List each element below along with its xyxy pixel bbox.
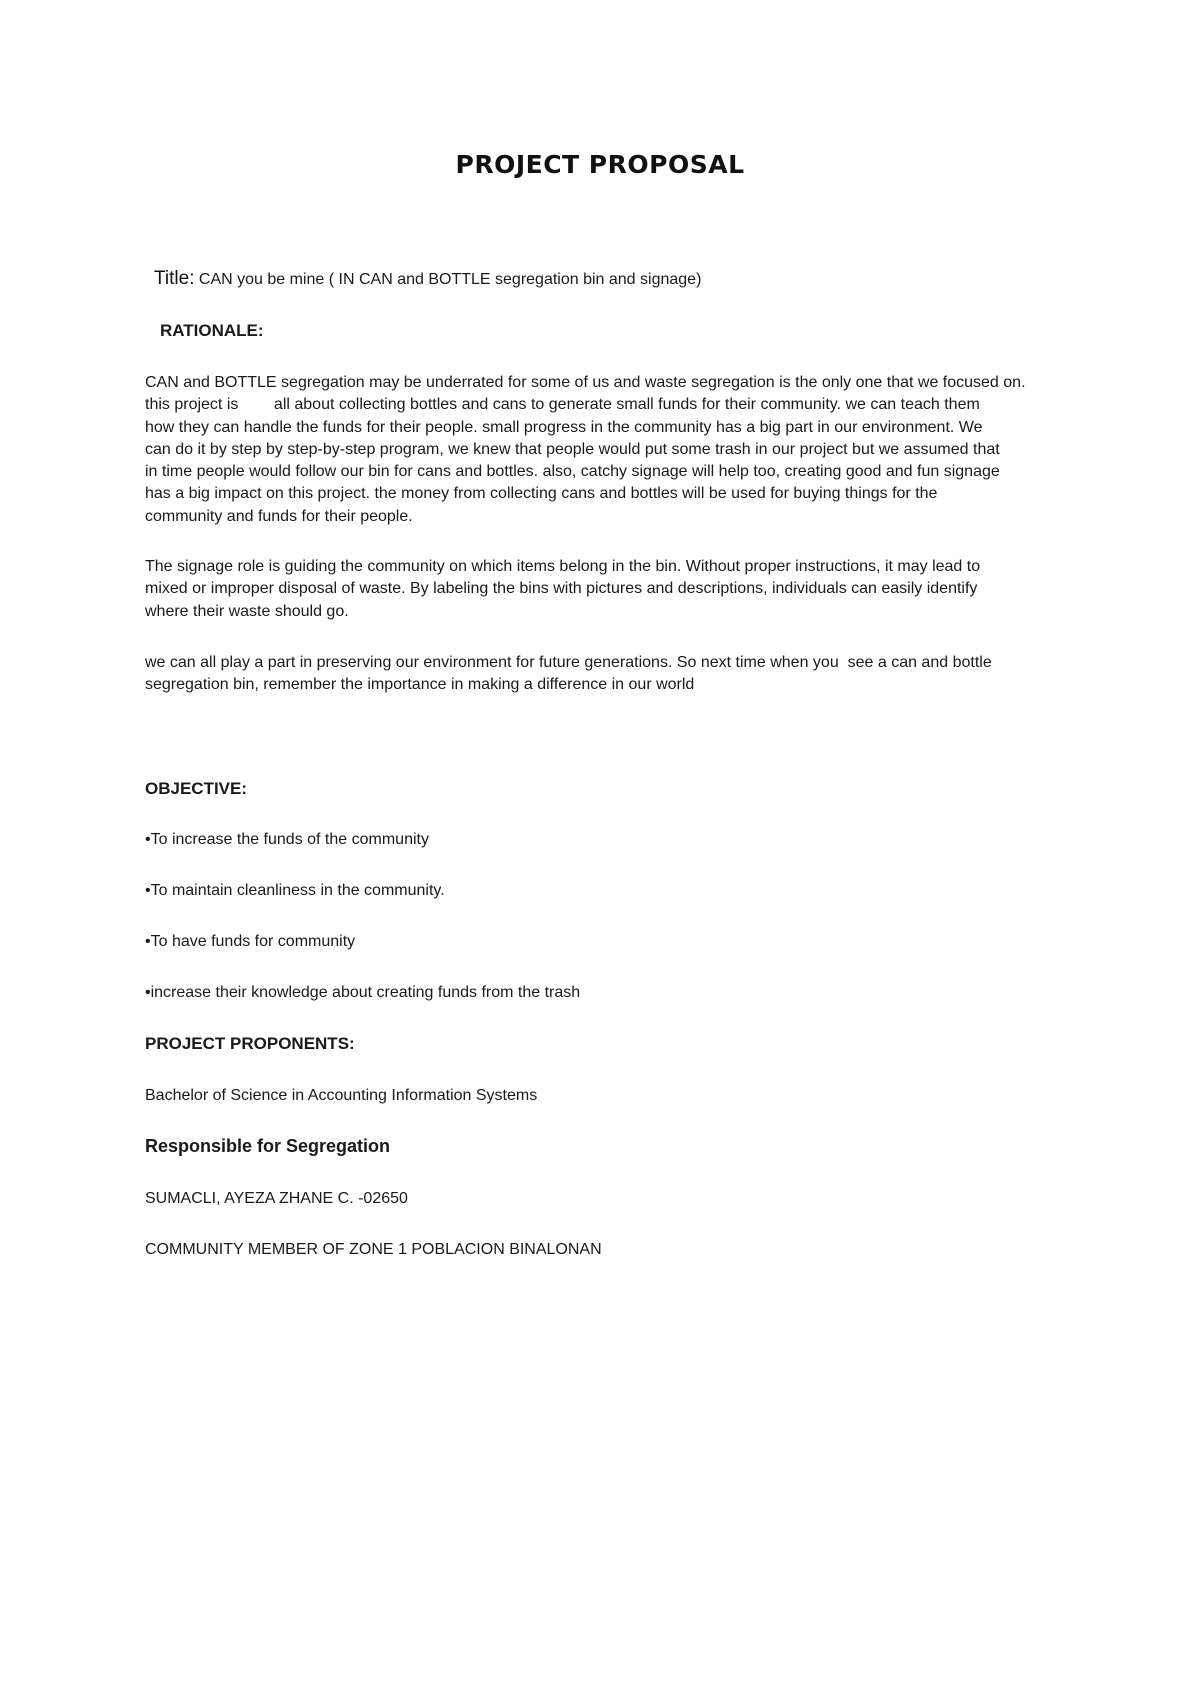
paragraph-line: can do it by step by step-by-step program, we knew that people would put some trash in our project but we assumed that bbox=[145, 440, 1000, 458]
list-item: •increase their knowledge about creating funds from the trash bbox=[145, 984, 581, 1001]
project-title-line bbox=[154, 268, 701, 291]
paragraph-line: segregation bin, remember the importance in making a difference in our world bbox=[145, 676, 695, 694]
paragraph-line: mixed or improper disposal of waste. By labeling the bins with pictures and descriptions, individuals can easily identify bbox=[145, 580, 978, 598]
responsible-member: SUMACLI, AYEZA ZHANE C. -02650 bbox=[145, 1190, 408, 1207]
rationale-heading: RATIONALE: bbox=[160, 321, 264, 340]
paragraph-line: has a big impact on this project. the money from collecting cans and bottles will be used for buying things for the bbox=[145, 485, 938, 503]
paragraph-line: where their waste should go. bbox=[145, 602, 349, 620]
document-heading: PROJECT PROPOSAL bbox=[455, 150, 745, 179]
paragraph-line: we can all play a part in preserving our environment for future generations. So next time when you see a can and bottle bbox=[145, 654, 992, 671]
list-item: •To maintain cleanliness in the community. bbox=[145, 882, 445, 899]
paragraph-line: community and funds for their people. bbox=[145, 507, 413, 525]
rationale-paragraph-1 bbox=[145, 372, 1065, 528]
objective-heading: OBJECTIVE: bbox=[145, 779, 248, 798]
objective-list bbox=[145, 829, 580, 1033]
responsible-heading: Responsible for Segregation bbox=[145, 1136, 391, 1156]
proponents-heading: PROJECT PROPONENTS: bbox=[145, 1034, 355, 1053]
paragraph-line: how they can handle the funds for their people. small progress in the community has a big part in our environment. We bbox=[145, 418, 983, 436]
rationale-paragraph-2 bbox=[145, 556, 1065, 623]
paragraph-line: this project is all about collecting bottles and cans to generate small funds for their community. we can teach them bbox=[145, 396, 980, 414]
proponents-value: Bachelor of Science in Accounting Information Systems bbox=[145, 1087, 538, 1104]
rationale-paragraph-3 bbox=[145, 652, 1065, 697]
title-label: Title: bbox=[154, 268, 195, 289]
paragraph-line: CAN and BOTTLE segregation may be underrated for some of us and waste segregation is the only one that we focused on. bbox=[145, 374, 1026, 391]
paragraph-line: The signage role is guiding the community on which items belong in the bin. Without proper instructions, it may lead to bbox=[145, 558, 981, 575]
title-value: CAN you be mine ( IN CAN and BOTTLE segregation bin and signage) bbox=[194, 271, 702, 288]
list-item: •To increase the funds of the community bbox=[145, 831, 429, 848]
responsible-member: COMMUNITY MEMBER OF ZONE 1 POBLACION BINALONAN bbox=[145, 1241, 602, 1258]
list-item: •To have funds for community bbox=[145, 933, 356, 950]
paragraph-line: in time people would follow our bin for cans and bottles. also, catchy signage will help too, creating good and fun signage bbox=[145, 463, 1000, 481]
